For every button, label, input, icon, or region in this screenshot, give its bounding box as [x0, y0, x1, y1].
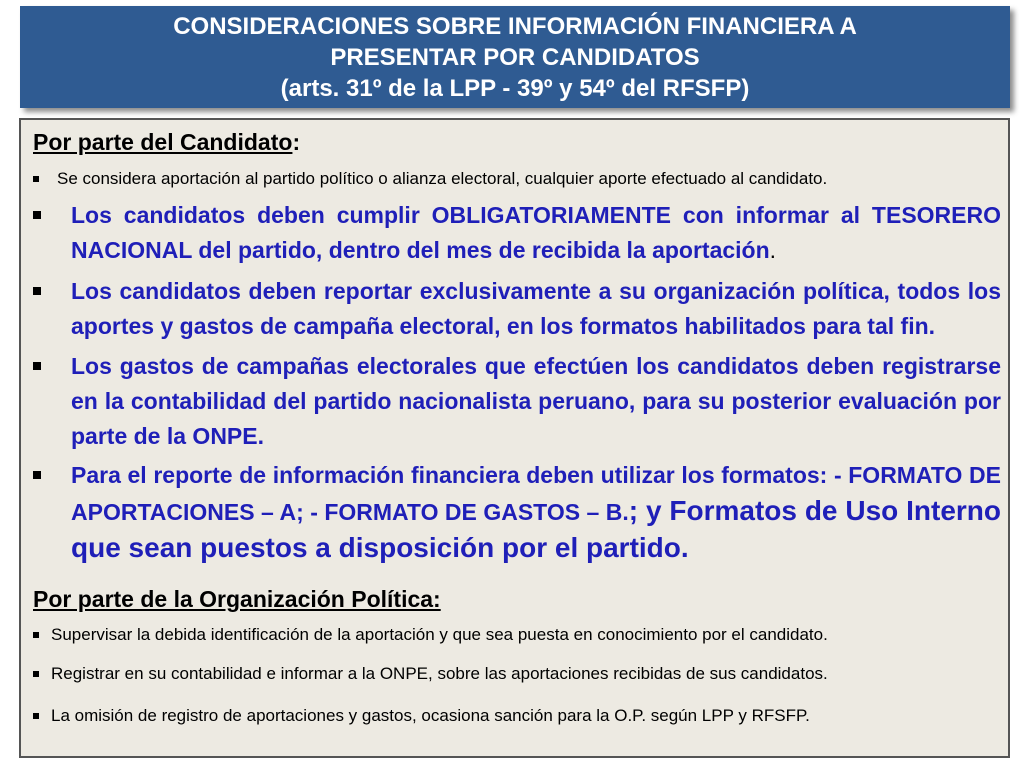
organizacion-item-1-text: Supervisar la debida identificación de la aportación y que sea puesta en conocimiento por el candidato.: [51, 625, 828, 644]
candidato-item-2: [33, 198, 1001, 268]
slide-title-banner: [20, 6, 1010, 108]
title-line-1: CONSIDERACIONES SOBRE INFORMACIÓN FINANCIERA A: [173, 12, 857, 40]
candidato-heading: Por parte del Candidato:: [33, 129, 301, 155]
organizacion-item-3: [33, 705, 993, 727]
candidato-item-1: [33, 168, 993, 190]
organizacion-item-3-text: La omisión de registro de aportaciones y gastos, ocasiona sanción para la O.P. según LPP y RFSFP.: [51, 706, 810, 725]
candidato-item-2-text: Los candidatos deben cumplir OBLIGATORIAMENTE con informar al TESORERO NACIONAL del partido, dentro del mes de recibida la aportación.: [71, 202, 1001, 263]
organizacion-item-2: [33, 663, 993, 685]
square-bullet-icon: [33, 471, 41, 479]
organizacion-item-1: [33, 624, 993, 646]
candidato-item-3: [33, 274, 1001, 344]
square-bullet-icon: [33, 211, 41, 219]
title-line-2: PRESENTAR POR CANDIDATOS: [330, 43, 700, 71]
candidato-item-1-text: Se considera aportación al partido político o alianza electoral, cualquier aporte efectuado al candidato.: [57, 169, 828, 188]
organizacion-heading: Por parte de la Organización Política:: [33, 586, 441, 612]
candidato-item-3-text: Los candidatos deben reportar exclusivamente a su organización política, todos los aportes y gastos de campaña electoral, en los formatos habilitados para tal fin.: [71, 278, 1001, 339]
square-bullet-icon: [33, 176, 39, 182]
candidato-item-5: [33, 458, 1001, 567]
square-bullet-icon: [33, 713, 39, 719]
square-bullet-icon: [33, 671, 39, 677]
square-bullet-icon: [33, 362, 41, 370]
candidato-item-4: [33, 349, 1001, 454]
candidato-item-4-text: Los gastos de campañas electorales que efectúen los candidatos deben registrarse en la contabilidad del partido nacionalista peruano, para su posterior evaluación por parte de la ONPE.: [71, 353, 1001, 449]
square-bullet-icon: [33, 287, 41, 295]
title-line-3: (arts. 31º de la LPP - 39º y 54º del RFSFP): [280, 74, 750, 102]
candidato-item-5-text: Para el reporte de información financiera deben utilizar los formatos: - FORMATO DE APORTACIONES – A; - FORMATO DE GASTOS – B.; y Formatos de Uso Interno que sean puestos a disposición por el partido.: [71, 462, 1001, 563]
content-panel: [19, 118, 1010, 758]
organizacion-item-2-text: Registrar en su contabilidad e informar a la ONPE, sobre las aportaciones recibidas de sus candidatos.: [51, 664, 828, 683]
square-bullet-icon: [33, 632, 39, 638]
